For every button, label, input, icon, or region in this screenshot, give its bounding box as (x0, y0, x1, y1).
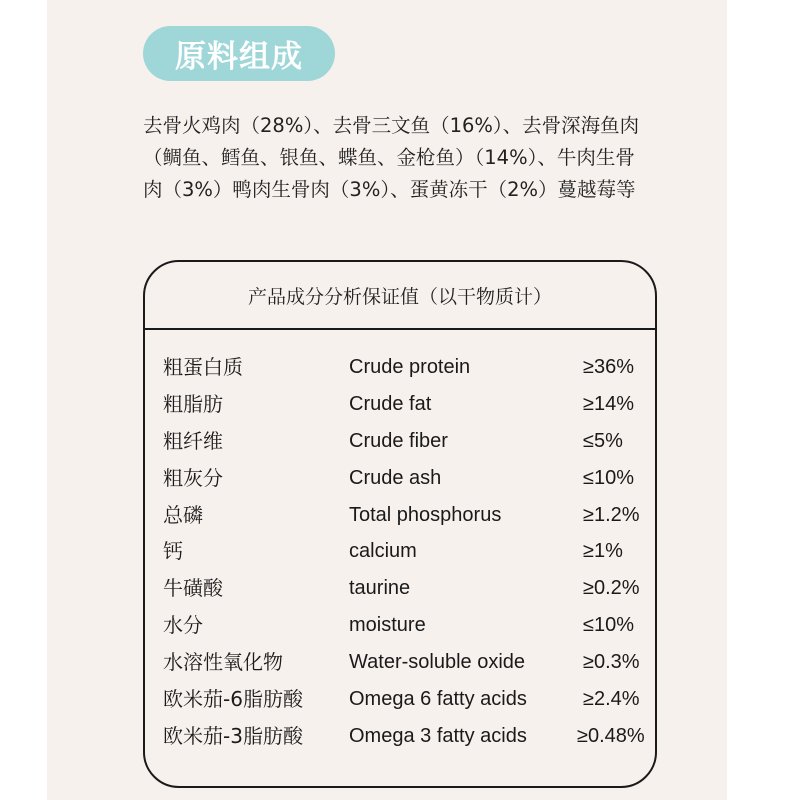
table-row (163, 386, 655, 423)
nutrient-name-en: taurine (349, 577, 411, 600)
ingredients-line: 肉（3%）鸭肉生骨肉（3%）、蛋黄冻干（2%）蔓越莓等 (143, 178, 636, 201)
nutrient-name-zh: 牛磺酸 (163, 576, 223, 601)
nutrient-name-zh: 欧米茄-3脂肪酸 (163, 723, 303, 748)
table-row (163, 681, 655, 718)
nutrient-name-en: Crude fat (349, 392, 432, 415)
analysis-table (143, 260, 657, 788)
nutrient-value: ≤10% (583, 466, 635, 489)
nutrient-name-zh: 粗脂肪 (163, 391, 223, 416)
nutrient-name-en: calcium (349, 540, 417, 563)
table-row (163, 533, 655, 570)
ingredients-text (143, 110, 698, 206)
nutrient-name-en: Omega 6 fatty acids (349, 688, 527, 711)
table-row (163, 497, 655, 534)
section-title: 原料组成 (175, 39, 303, 75)
nutrient-value: ≤5% (583, 429, 623, 452)
nutrient-value: ≥36% (583, 356, 635, 378)
section-title-badge (143, 26, 335, 81)
nutrient-name-zh: 总磷 (163, 502, 203, 527)
table-row (163, 349, 655, 386)
analysis-rows (163, 349, 655, 755)
nutrient-value: ≥0.2% (583, 577, 640, 600)
nutrient-value: ≥1% (583, 540, 623, 563)
table-row (163, 460, 655, 497)
ingredients-line: 去骨火鸡肉（28%）、去骨三文鱼（16%）、去骨深海鱼肉 (143, 114, 640, 137)
table-row (163, 423, 655, 460)
nutrient-name-en: Total phosphorus (349, 503, 502, 526)
nutrient-name-zh: 粗灰分 (163, 465, 223, 490)
nutrient-name-zh: 粗纤维 (163, 428, 223, 453)
nutrient-name-en: moisture (349, 614, 426, 637)
ingredients-line: （鲷鱼、鳕鱼、银鱼、蝶鱼、金枪鱼）（14%）、牛肉生骨 (143, 146, 635, 169)
nutrient-name-zh: 水分 (163, 613, 203, 638)
nutrient-name-en: Crude protein (349, 356, 471, 378)
nutrient-value: ≥0.48% (577, 724, 645, 747)
nutrient-name-en: Crude fiber (349, 429, 448, 452)
nutrient-name-zh: 粗蛋白质 (163, 355, 243, 379)
nutrient-name-en: Crude ash (349, 466, 442, 489)
table-row (163, 644, 655, 681)
analysis-title: 产品成分分析保证值（以干物质计） (145, 262, 655, 330)
nutrient-name-zh: 欧米茄-6脂肪酸 (163, 687, 303, 712)
nutrient-value: ≥2.4% (583, 688, 640, 711)
nutrient-value: ≥1.2% (583, 503, 640, 526)
nutrient-name-zh: 钙 (163, 539, 183, 564)
table-row (163, 570, 655, 607)
table-row (163, 607, 655, 644)
nutrient-name-en: Water-soluble oxide (349, 651, 526, 674)
nutrient-value: ≤10% (583, 614, 635, 637)
nutrient-name-en: Omega 3 fatty acids (349, 724, 527, 747)
nutrient-name-zh: 水溶性氧化物 (163, 650, 283, 675)
nutrient-value: ≥14% (583, 392, 635, 415)
nutrient-value: ≥0.3% (583, 651, 640, 674)
table-row (163, 718, 655, 755)
